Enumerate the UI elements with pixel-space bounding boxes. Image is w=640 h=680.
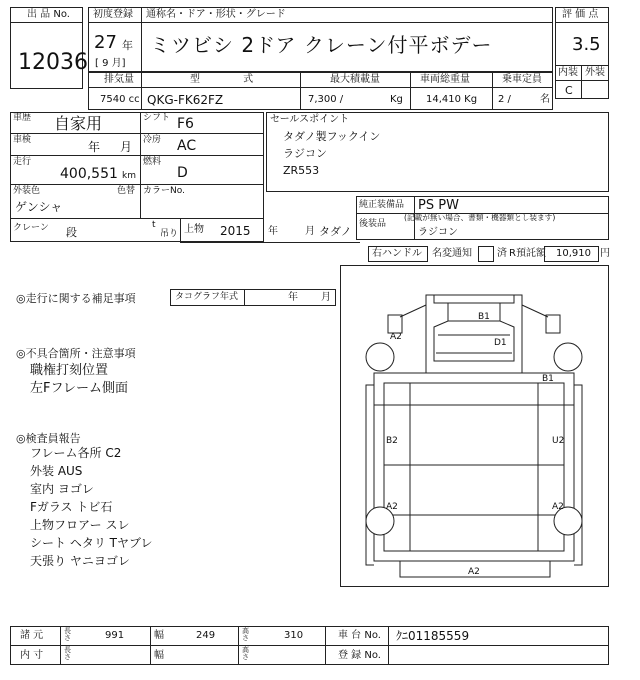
color-label: 外装色 xyxy=(13,186,41,196)
sales-point-line: ラジコン xyxy=(283,147,327,160)
displacement: 7540 cc xyxy=(100,94,140,105)
inspector-report-item: フレーム各所 C2 xyxy=(30,446,122,460)
damage-mark: A2 xyxy=(468,567,480,577)
sales-point-line: タダノ製フックイン xyxy=(283,130,381,143)
crane-stage: 段 xyxy=(66,226,77,239)
inspector-report-item: 室内 ヨゴレ xyxy=(30,482,94,496)
mileage-label: 走行 xyxy=(13,157,32,167)
chassis-number: ｸﾆ01185559 xyxy=(396,629,470,643)
aftermarket-note: (記載が無い場合、書類・機器類とし装ます) xyxy=(404,214,556,223)
defect-item: 職権打刻位置 xyxy=(30,363,109,378)
damage-mark: A2 xyxy=(390,332,402,342)
inspector-report-item: シート ヘタリ Tヤブレ xyxy=(30,536,153,550)
damage-mark: A2 xyxy=(386,502,398,512)
width: 249 xyxy=(196,630,216,641)
interior-dim-label: 内 寸 xyxy=(20,650,44,661)
color-code-label: カラーNo. xyxy=(143,186,185,196)
shift-label: シフト xyxy=(143,113,171,123)
truck-diagram xyxy=(340,265,609,587)
upper-month: 月 xyxy=(305,226,315,237)
ac: AC xyxy=(177,138,197,154)
damage-mark: U2 xyxy=(552,436,565,446)
color: ゲンシャ xyxy=(15,200,63,214)
interior-grade-label: 内装 xyxy=(558,67,578,78)
genuine-equipment: PS PW xyxy=(418,198,459,213)
tachograph-year: 年 xyxy=(288,292,298,303)
damage-mark: B1 xyxy=(542,374,554,384)
upper-year: 2015 xyxy=(220,224,251,238)
interior-grade: C xyxy=(565,84,573,97)
width-label: 幅 xyxy=(154,630,164,641)
vehicle-name-label: 通称名・ドア・形状・グレード xyxy=(146,9,286,20)
gross-weight-label: 車両総重量 xyxy=(420,74,470,85)
inspection-year: 年 xyxy=(88,140,101,154)
max-load-unit: Kg xyxy=(390,94,403,105)
color-change-label: 色替 xyxy=(117,186,136,196)
ac-label: 冷房 xyxy=(143,135,162,145)
deposit-amount: 10,910 xyxy=(556,248,591,259)
capacity: 2 / xyxy=(498,94,511,105)
interior-length-label: 長さ xyxy=(64,646,71,662)
displacement-label: 排気量 xyxy=(104,74,134,85)
inspector-report-item: 外装 AUS xyxy=(30,464,83,478)
bed-inner xyxy=(384,383,564,551)
capacity-label: 乗車定員 xyxy=(502,74,542,85)
chassis-label: 車 台 No. xyxy=(338,630,381,641)
left-mirror xyxy=(388,315,402,333)
registration-label: 登 録 No. xyxy=(338,650,381,661)
tachograph-label: タコグラフ年式 xyxy=(175,292,239,302)
crane-label: クレーン xyxy=(13,223,49,233)
damage-mark: B1 xyxy=(478,312,490,322)
defect-item: 左Fフレーム側面 xyxy=(30,381,128,396)
sales-point-line: ZR553 xyxy=(283,164,320,177)
name-change-label: 名変通知 xyxy=(432,248,472,259)
history-label: 車歴 xyxy=(13,113,32,123)
name-change-box xyxy=(478,246,494,262)
exterior-grade-label: 外装 xyxy=(585,67,605,78)
first-registration-year: 27 xyxy=(94,32,117,53)
height: 310 xyxy=(284,630,304,641)
interior-width-label: 幅 xyxy=(154,650,164,661)
length: 991 xyxy=(105,630,125,641)
vehicle-name: ミツビシ 2ドア クレーン付平ボデー xyxy=(150,33,493,57)
inspector-report-title: ◎検査員報告 xyxy=(16,432,81,445)
year-unit: 年 xyxy=(122,39,133,52)
lot-number: 12036 xyxy=(18,50,88,75)
first-registration-month: [ 9 月] xyxy=(95,58,126,69)
right-hand-label: 右ハンドル xyxy=(372,248,422,259)
max-load: 7,300 / xyxy=(308,94,344,105)
cab-roof xyxy=(434,295,514,303)
inspector-report-item: 天張り ヤニヨゴレ xyxy=(30,554,130,568)
front-left-wheel xyxy=(366,343,394,371)
genuine-equipment-label: 純正装備品 xyxy=(359,200,405,210)
damage-mark: B2 xyxy=(386,436,398,446)
first-registration-label: 初度登録 xyxy=(93,9,133,20)
capacity-unit: 名 xyxy=(540,94,550,105)
sales-point-label: セールスポイント xyxy=(270,114,350,125)
upper-year-unit: 年 xyxy=(268,226,278,237)
height-label: 高さ xyxy=(242,627,249,643)
model-label: 型 式 xyxy=(190,74,274,85)
damage-mark: D1 xyxy=(494,338,507,348)
rating-label: 評 価 点 xyxy=(562,9,599,20)
deposit-label: R預託額 xyxy=(509,248,546,259)
aftermarket-label: 後装品 xyxy=(359,219,387,229)
max-load-label: 最大積載量 xyxy=(330,74,380,85)
length-label: 長さ xyxy=(64,627,71,643)
inspector-report-item: Fガラス トビ石 xyxy=(30,500,113,514)
gross-weight: 14,410 Kg xyxy=(426,94,478,105)
damage-mark: A2 xyxy=(552,502,564,512)
mirror-arms xyxy=(400,305,548,317)
interior-height-label: 高さ xyxy=(242,646,249,662)
right-mirror xyxy=(546,315,560,333)
specs-label: 諸 元 xyxy=(20,630,44,641)
shift: F6 xyxy=(177,116,194,132)
history: 自家用 xyxy=(54,114,103,133)
front-right-wheel xyxy=(554,343,582,371)
crane-hook: 吊り xyxy=(160,229,179,239)
inspector-report-item: 上物フロアー スレ xyxy=(30,518,130,532)
mileage-unit: km xyxy=(122,171,136,181)
upper-maker: タダノ xyxy=(319,225,352,238)
lot-number-label: 出 品 No. xyxy=(27,9,70,20)
inspection-month: 月 xyxy=(120,140,133,154)
fuel: D xyxy=(177,165,188,181)
upper-label: 上物 xyxy=(184,224,204,235)
model-code: QKG-FK62FZ xyxy=(147,93,224,107)
side-rails xyxy=(410,383,538,551)
deposit-prefix: 済 xyxy=(497,248,507,259)
cab-top xyxy=(448,303,500,321)
tachograph-month: 月 xyxy=(321,292,331,303)
rating-score: 3.5 xyxy=(572,34,601,55)
running-notes-title: ◎走行に関する補足事項 xyxy=(16,292,136,305)
bed-outline xyxy=(374,373,574,561)
deposit-unit: 円 xyxy=(600,248,610,259)
aftermarket-equipment: ラジコン xyxy=(418,227,458,238)
fuel-label: 燃料 xyxy=(143,157,162,167)
mileage: 400,551 xyxy=(60,166,118,182)
crane-ton-unit: t xyxy=(152,220,156,230)
inspection-label: 車検 xyxy=(13,135,32,145)
defects-title: ◎不具合箇所・注意事項 xyxy=(16,347,136,360)
